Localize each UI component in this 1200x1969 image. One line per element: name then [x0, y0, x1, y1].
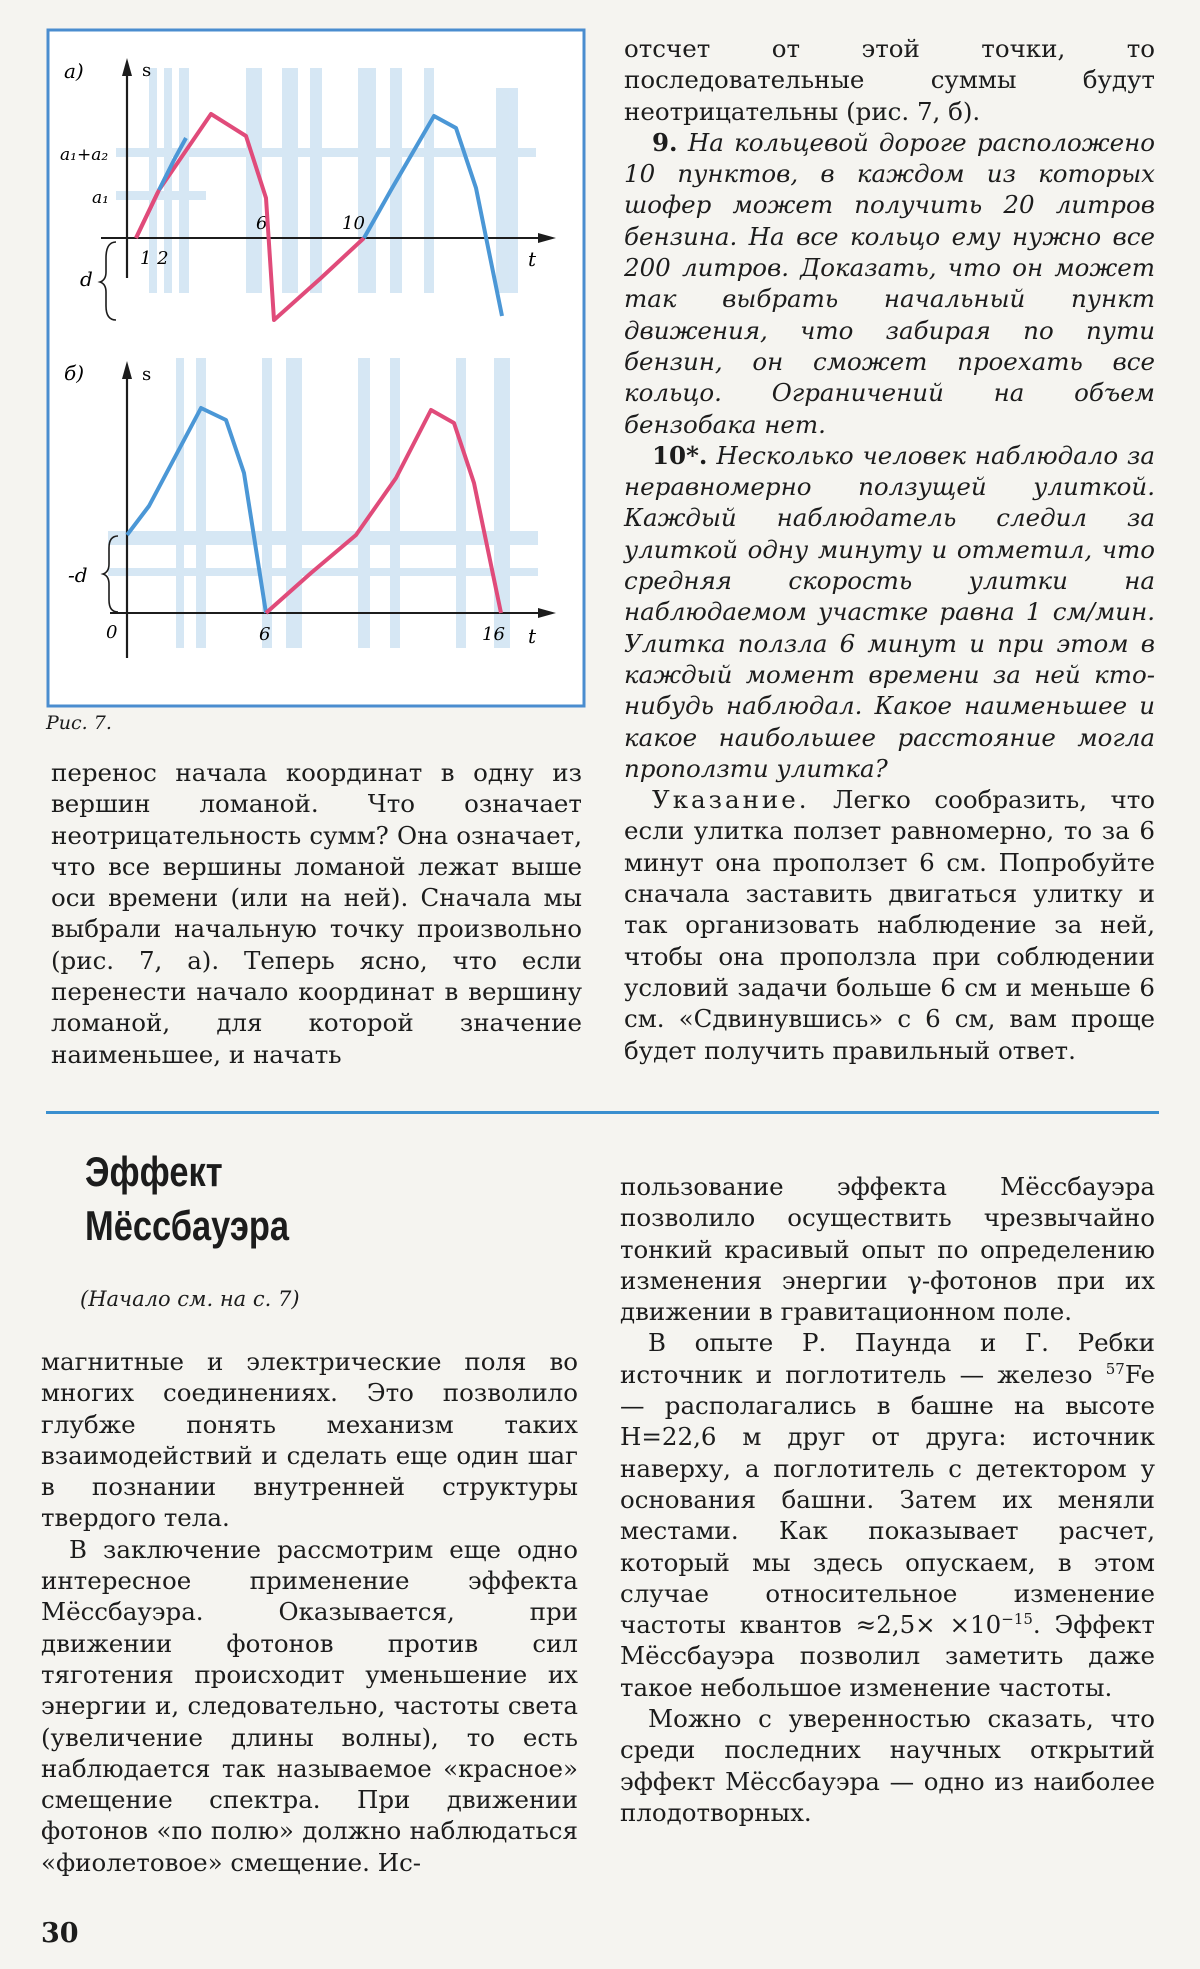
article-right-paragraph-2 [620, 1327, 1155, 1703]
article-right-column [620, 1171, 1155, 1828]
panel-b-axis-t-label: t [528, 624, 537, 648]
problem-10-number: 10*. [652, 440, 708, 470]
panel-b-tick-16: 16 [482, 624, 505, 645]
article-title [85, 1145, 289, 1253]
problem-9-number: 9. [652, 127, 678, 157]
panel-b-neg-d-label: -d [68, 563, 88, 587]
experiment-text-b: Fe — располагались в башне на высоте H=22,6 м друг от друга: источник наверху, а поглотитель с детектором у основания башни. Затем их меняли местами. Как показывает расчет, который мы здесь опускаем, в этом случае относительное изменение частоты квантов ≈2,5× [620, 1359, 1155, 1640]
problem-10-text: Несколько человек наблюдало за неравномерно ползущей улиткой. Каждый наблюдатель следил за улиткой одну минуту и отметил, что средняя скорость улитки на наблюдаемом участке равна 1 см/мин. Улитка ползла 6 минут и при этом в каждый момент времени за ней кто-нибудь наблюдал. Какое наименьшее и какое наибольшее расстояние могла проползти улитка? [624, 440, 1155, 783]
panel-b-label: б) [64, 361, 85, 385]
panel-a-axis-t-label: t [528, 247, 537, 271]
figure-caption: Рис. 7. [46, 712, 112, 734]
continued-note: (Начало см. на с. 7) [80, 1287, 300, 1311]
panel-a-sum-label: a₁+a₂ [60, 145, 109, 165]
page-number: 30 [41, 1918, 79, 1949]
left-top-paragraph: перенос начала координат в одну из вершин ломаной. Что означает неотрицательность сумм? Она означает, что все вершины ломаной лежат выше оси времени (или на ней). Сначала мы выбрали начальную точку произвольно (рис. 7, а). Теперь ясно, что если перенести начало координат в вершину ломаной, для которой значение наименьшее, и начать [51, 758, 582, 1069]
article-left-paragraph-1: магнитные и электрические поля во многих соединениях. Это позволило глубже понять механизм таких взаимодействий и сделать еще один шаг в познании внутренней структуры твердого тела. [41, 1347, 578, 1533]
hint-paragraph [624, 784, 1155, 1066]
continuation-paragraph: отсчет от этой точки, то последовательные суммы будут неотрицательны (рис. 7, б). [624, 34, 1155, 126]
experiment-text-a: В опыте Р. Паунда и Г. Ребки источник и поглотитель — железо [620, 1328, 1155, 1389]
panel-a-label: а) [64, 59, 84, 83]
exponent-value: −15 [1001, 1610, 1033, 1628]
article-left-paragraph-2: В заключение рассмотрим еще одно интересное применение эффекта Мёссбауэра. Оказывается, при движении фотонов против сил тяготения происходит уменьшение их энергии и, следовательно, частоты света (увеличение длины волны), то есть наблюдается так называемое «красное» смещение спектра. При движении фотонов «по полю» должно наблюдаться «фиолетовое» смещение. Ис- [41, 1534, 578, 1877]
panel-b-tick-6: 6 [259, 624, 271, 645]
left-column-top [51, 757, 582, 1070]
section-divider [46, 1111, 1159, 1114]
figure-7 [46, 28, 586, 708]
experiment-text-c: . Эффект Мёссбауэра позволил заметить даже такое небольшое изменение частоты. [620, 1610, 1155, 1702]
panel-a-d-label: d [80, 267, 93, 291]
article-right-paragraph-3: Можно с уверенностью сказать, что среди последних научных открытий эффект Мёссбауэра — одно из наиболее плодотворных. [620, 1704, 1155, 1827]
panel-b-axis-s-label: s [142, 364, 152, 385]
hint-text: Легко сообразить, что если улитка ползет равномерно, то за 6 минут она проползет 6 см. Попробуйте сначала заставить двигаться улитку и так организовать наблюдение за ней, чтобы она проползла при соблюдении условий задачи больше 6 см и меньше 6 см. «Сдвинувшись» с 6 см, вам проще будет получить правильный ответ. [624, 785, 1155, 1065]
panel-a-tick-1-2: 1 2 [140, 248, 169, 269]
article-title-line-2: Мёссбауэра [85, 1202, 290, 1249]
panel-a-a1-label: a₁ [92, 188, 109, 208]
article-right-paragraph-1: пользование эффекта Мёссбауэра позволило осуществить чрезвычайно тонкий красивый опыт по определению изменения энергии γ-фотонов при их движении в гравитационном поле. [620, 1172, 1155, 1327]
panel-a-tick-6: 6 [256, 213, 268, 234]
panel-a-tick-10: 10 [342, 213, 365, 234]
problem-10 [624, 440, 1155, 784]
exponent-base: ×10 [949, 1610, 1002, 1640]
article-left-column [41, 1346, 578, 1878]
panel-a-axis-s-label: s [142, 60, 152, 81]
isotope-mass-number: 57 [1105, 1359, 1125, 1378]
problem-9-text: На кольцевой дороге расположено 10 пунктов, в каждом из которых шофер может получить 20 литров бензина. На все кольцо ему нужно все 200 литров. Доказать, что он может так выбрать начальный пункт движения, что забирая по пути бензин, он сможет проехать все кольцо. Ограничений на объем бензобака нет. [624, 127, 1155, 439]
panel-b-tick-0: 0 [106, 622, 118, 643]
right-column-top [624, 33, 1155, 1066]
hint-label: Указание. [652, 785, 810, 815]
problem-9 [624, 127, 1155, 440]
article-title-line-1: Эффект [85, 1148, 223, 1195]
